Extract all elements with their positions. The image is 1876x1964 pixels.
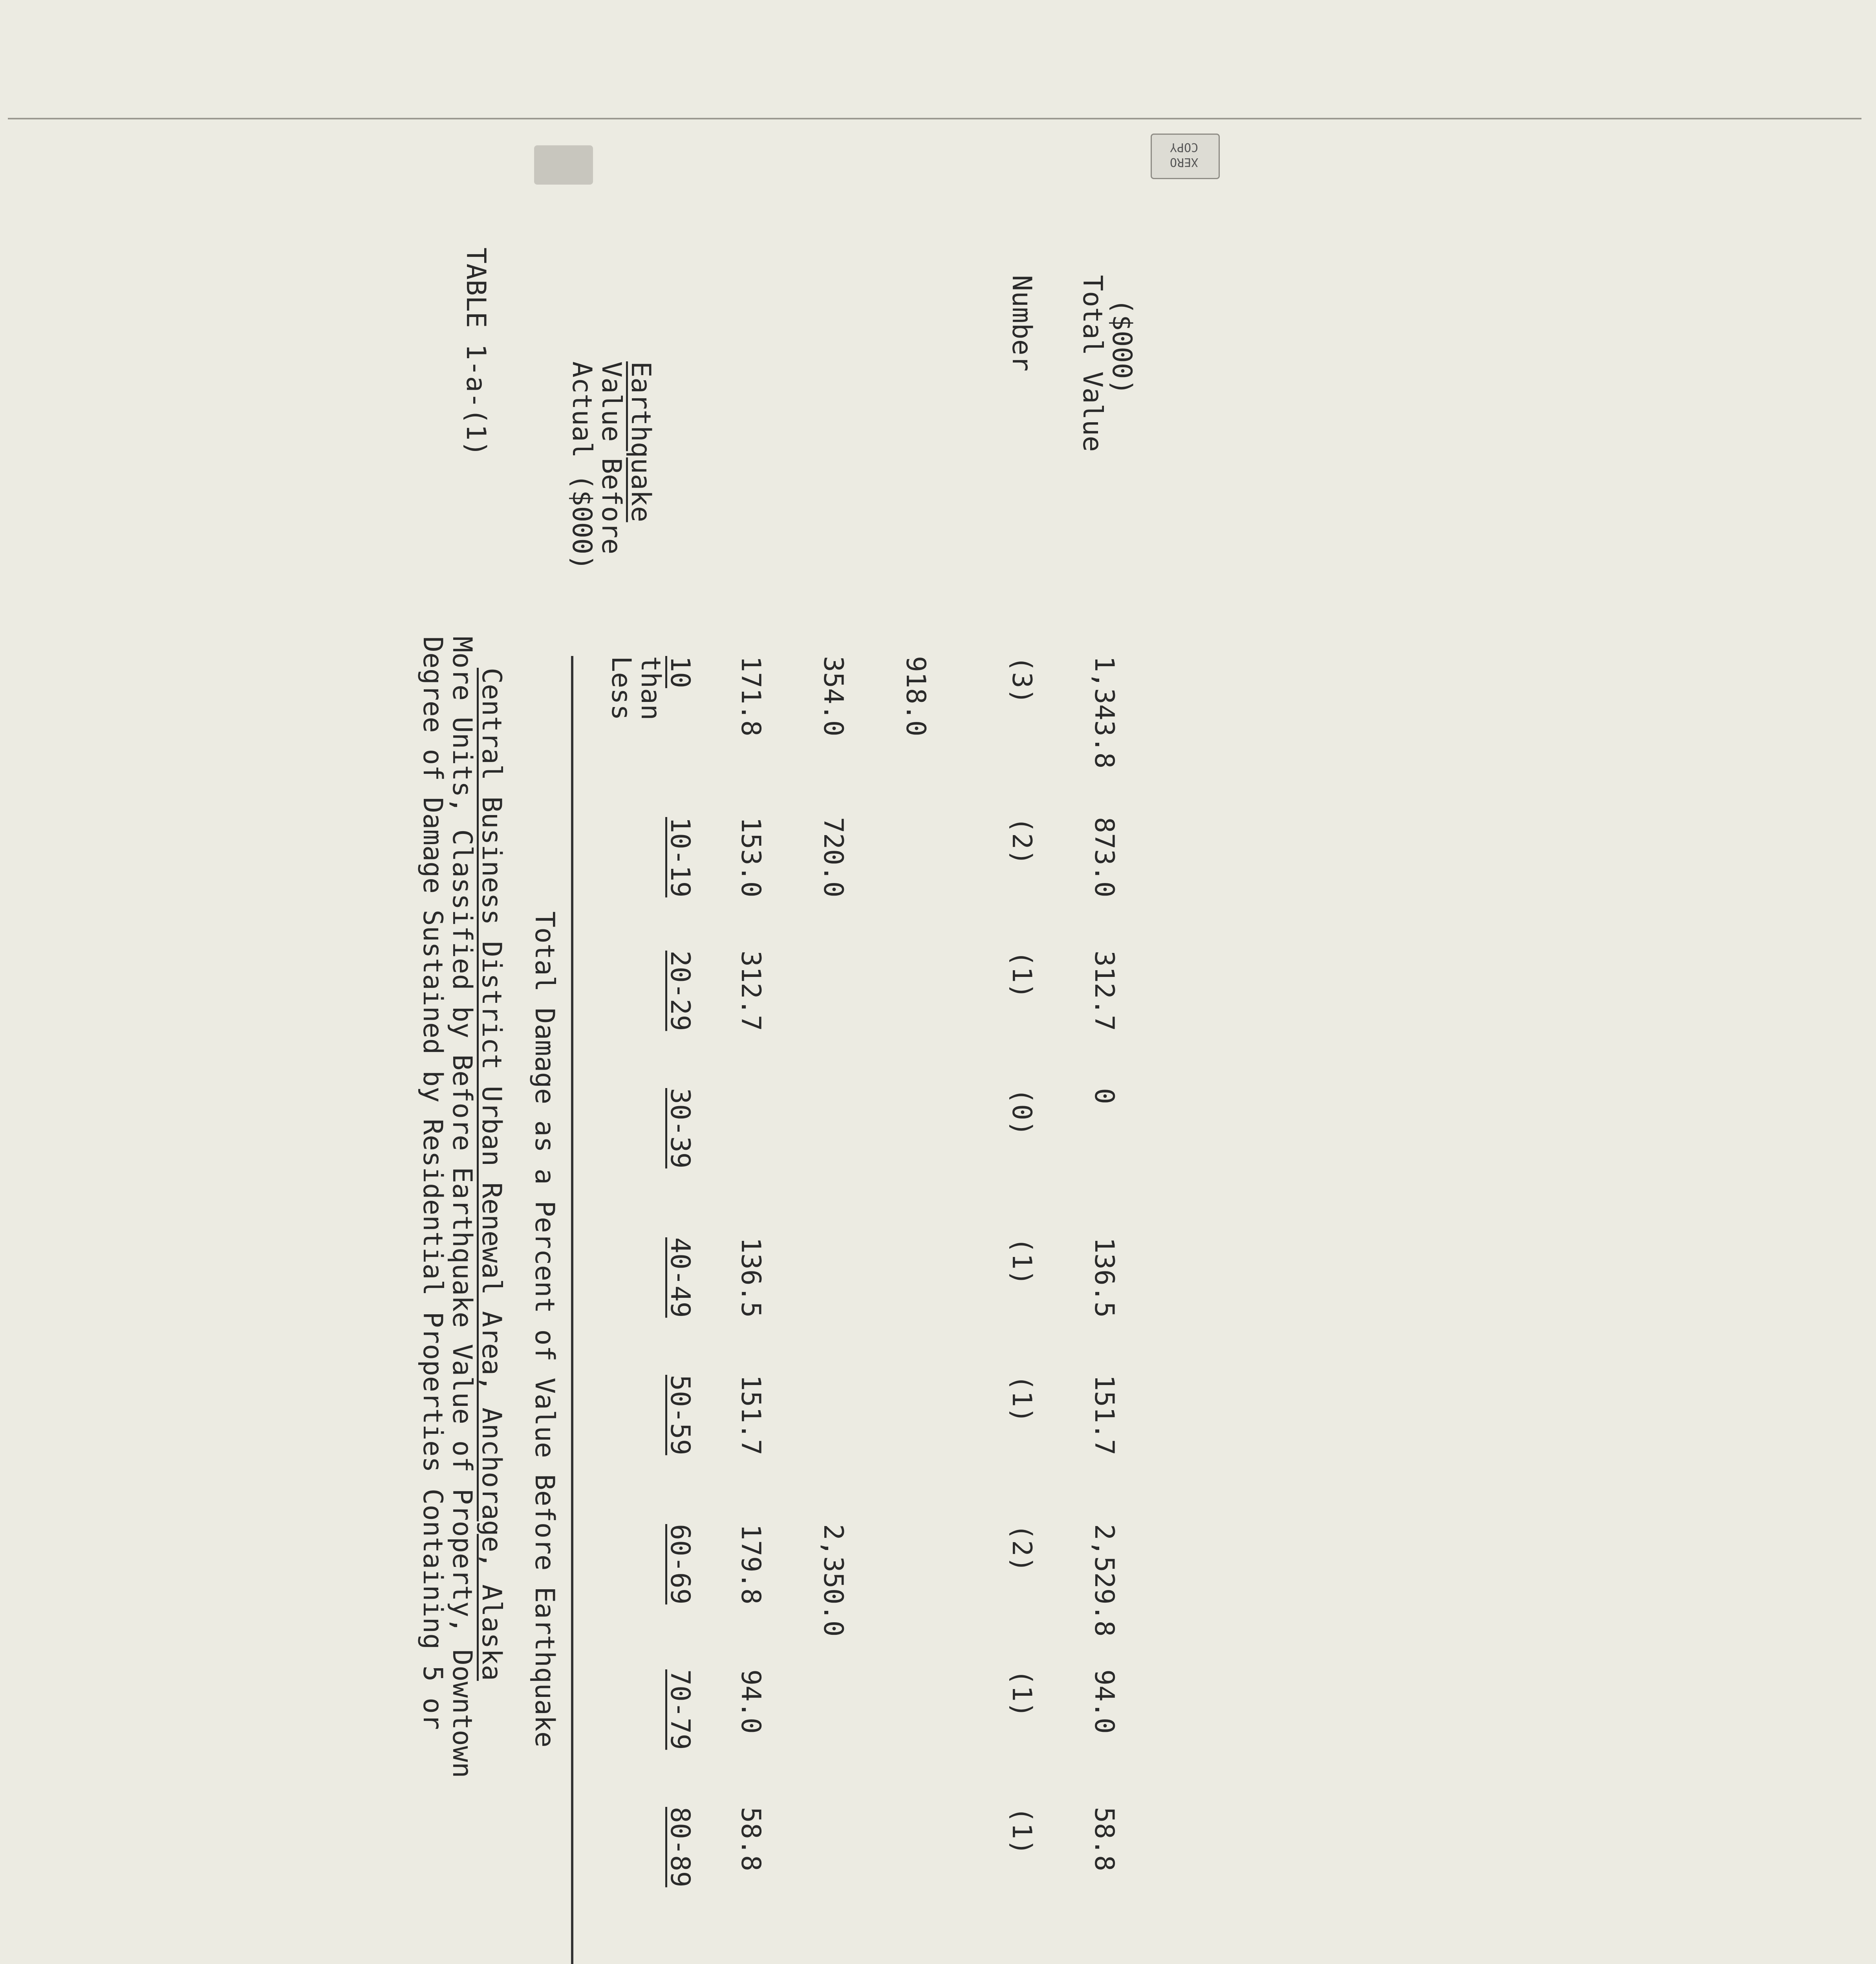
number-cell: (1) — [1006, 951, 1037, 999]
table-label: TABLE 1-a-(1) — [460, 247, 491, 457]
total-value-cell: 94.0 — [1089, 1669, 1120, 1734]
title-line-2: More Units, Classified by Before Earthquake Value of Property, Downtown — [447, 636, 478, 1778]
column-header-6-line-0: 60-69 — [664, 1524, 695, 1605]
total-value-cell: 873.0 — [1089, 817, 1120, 898]
table-cell: 151.7 — [735, 1375, 766, 1455]
total-value-cell: 151.7 — [1089, 1375, 1120, 1455]
table-cell: 354.0 — [818, 656, 849, 736]
total-value-cell: 2,529.8 — [1089, 1524, 1120, 1637]
row-header-line-3: Earthquake — [625, 361, 656, 522]
column-header-7-line-0: 70-79 — [664, 1669, 695, 1750]
table-cell: 94.0 — [735, 1669, 766, 1734]
row-header-line-2: Value Before — [596, 361, 627, 555]
table-cell: 918.0 — [900, 656, 931, 736]
column-header-2-line-0: 20-29 — [664, 951, 695, 1031]
table-cell: 312.7 — [735, 951, 766, 1031]
total-value-cell: 58.8 — [1089, 1807, 1120, 1871]
table-cell: 136.5 — [735, 1237, 766, 1318]
column-header-5-line-0: 50-59 — [664, 1375, 695, 1455]
total-value-label-line-2: ($000) — [1106, 299, 1137, 395]
number-cell: (2) — [1006, 817, 1037, 865]
number-cell: (1) — [1006, 1807, 1037, 1855]
number-cell: (1) — [1006, 1237, 1037, 1286]
table-cell: 171.8 — [735, 656, 766, 736]
number-cell: (2) — [1006, 1524, 1037, 1572]
number-cell: (3) — [1006, 656, 1037, 704]
total-value-cell: 136.5 — [1089, 1237, 1120, 1318]
binder-tab — [534, 145, 593, 185]
total-value-cell: 1,343.8 — [1089, 656, 1120, 769]
number-cell: (1) — [1006, 1669, 1037, 1718]
number-cell: (1) — [1006, 1375, 1037, 1423]
column-spanner: Total Damage as a Percent of Value Before Earthquake — [529, 911, 560, 1748]
title-line-3: Central Business District Urban Renewal Area, Anchorage, Alaska — [476, 668, 507, 1681]
column-header-8-line-0: 80-89 — [664, 1807, 695, 1887]
copy-stamp-text: XERO COPY — [1170, 140, 1199, 169]
table-cell: 153.0 — [735, 817, 766, 898]
column-header-4-line-0: 40-49 — [664, 1237, 695, 1318]
number-cell: (0) — [1006, 1088, 1037, 1136]
title-line-1: Degree of Damage Sustained by Residential Properties Containing 5 or — [417, 636, 448, 1730]
table-cell: 2,350.0 — [818, 1524, 849, 1637]
total-value-label-line-1: Total Value — [1077, 275, 1108, 452]
table-cell: 179.8 — [735, 1524, 766, 1605]
rotated-table — [417, 236, 1876, 1964]
column-header-0-line-1: than — [635, 656, 666, 720]
page-edge-line — [8, 118, 1861, 119]
column-header-3-line-0: 30-39 — [664, 1088, 695, 1169]
row-header-line-1: Actual ($000) — [566, 361, 597, 571]
column-header-0-line-0: Less — [606, 656, 637, 720]
table-cell: 720.0 — [818, 817, 849, 898]
total-value-cell: 0 — [1089, 1088, 1120, 1104]
column-header-1-line-0: 10-19 — [664, 817, 695, 898]
total-value-cell: 312.7 — [1089, 951, 1120, 1031]
spanner-rule-top — [571, 656, 573, 1964]
number-row-label: Number — [1006, 275, 1037, 372]
table-cell: 58.8 — [735, 1807, 766, 1871]
column-header-0-line-2: 10 — [664, 656, 695, 688]
